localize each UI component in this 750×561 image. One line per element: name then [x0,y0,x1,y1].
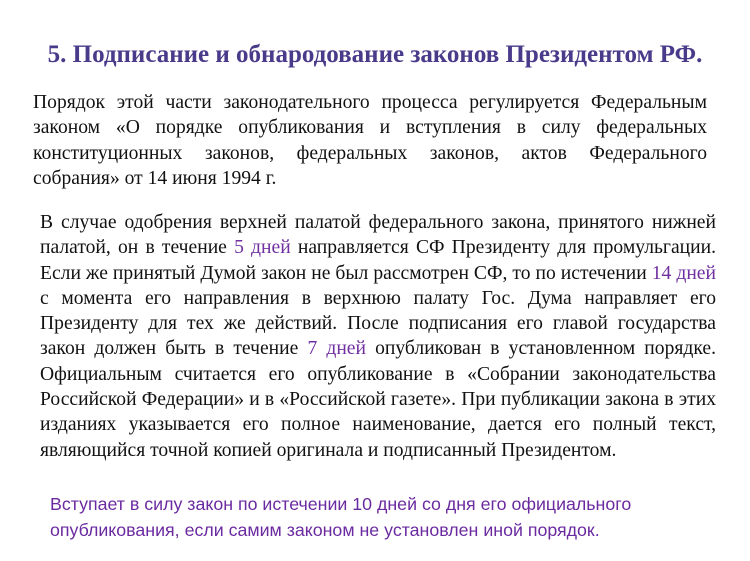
procedure-text-3: с момента его направления в верхнюю палату Гос. Дума направляет его Президенту для тех же действий. После подписания его главой государства закон должен быть в течение [40,287,716,360]
procedure-text-2: направляется СФ Президенту для промульгации. Если же принятый Думой закон не был рассмотрен СФ, то по истечении [40,237,716,284]
page-title: 5. Подписание и обнародование законов Президентом РФ. [47,41,703,68]
highlight-14-days: 14 дней [651,262,716,284]
procedure-paragraph [40,210,716,463]
intro-paragraph: Порядок этой части законодательного процесса регулируется Федеральным законом «О порядке опубликования и вступления в силу федеральных конституционных законов, федеральных законов, актов Федерального собрания» от 14 июня 1994 г. [33,92,707,189]
highlight-7-days: 7 дней [307,338,366,360]
procedure-text-1: В случае одобрения верхней палатой федерального закона, принятого нижней палатой, он в течение [40,212,716,259]
procedure-text-4: опубликован в установленном порядке. Официальным считается его опубликование в «Собрании законодательства Российской Федерации» и в «Российской газете». При публикации закона в этих изданиях указывается его полное наименование, дается его полный текст, являющийся точной копией оригинала и подписанный Президентом. [40,338,716,461]
entry-into-force-paragraph: Вступает в силу закон по истечении 10 дней со дня его официального опубликования, если самим законом не установлен иной порядок. [50,494,632,540]
highlight-5-days: 5 дней [234,237,291,259]
